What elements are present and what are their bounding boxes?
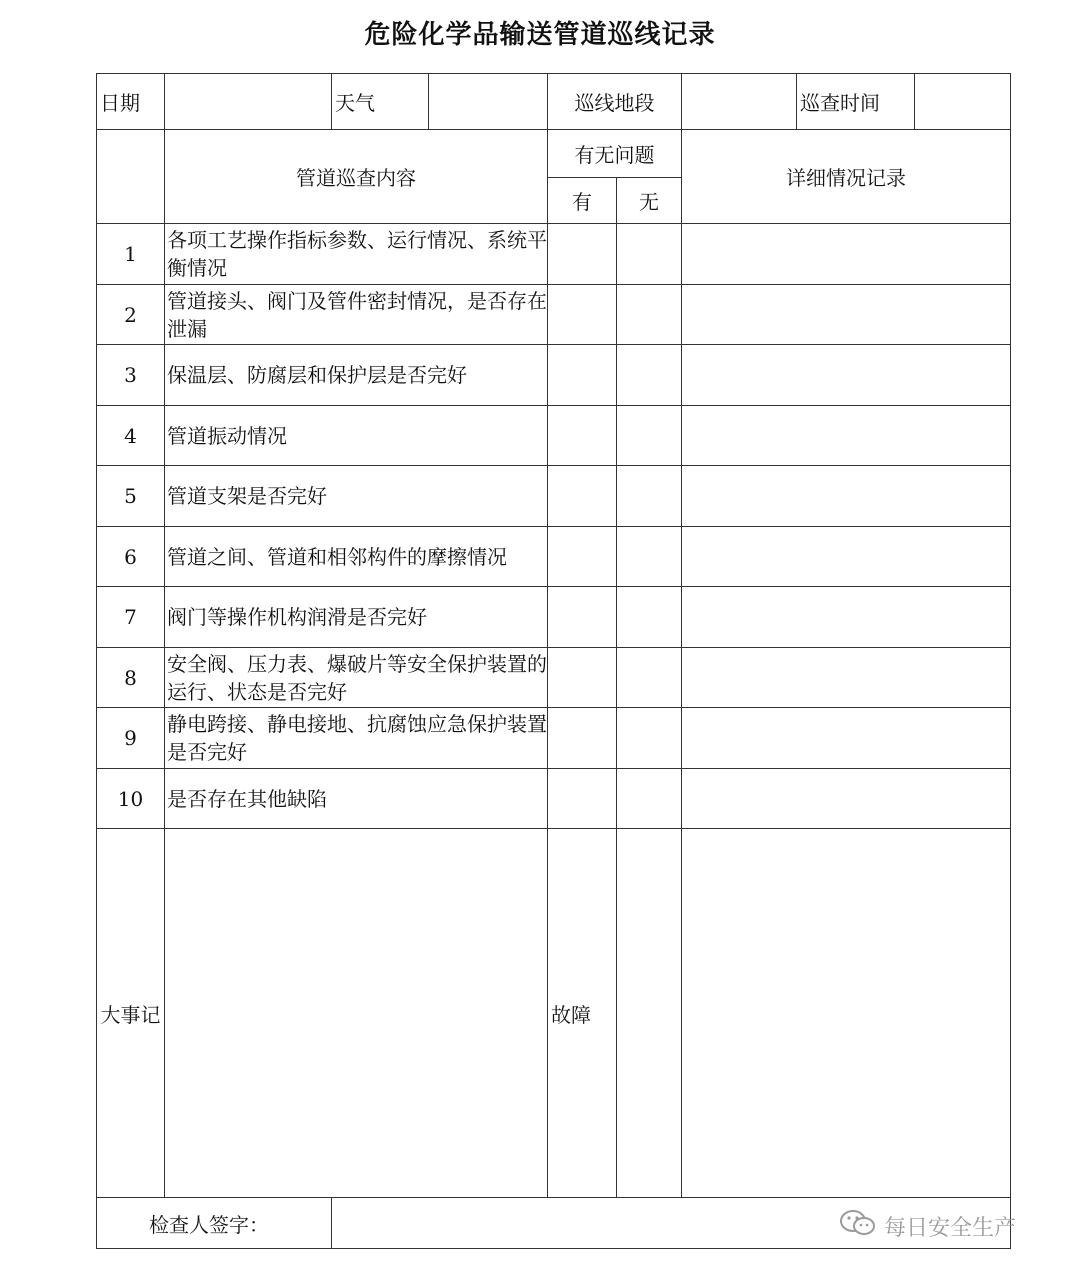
row-item: 阀门等操作机构润滑是否完好 (165, 587, 548, 648)
weather-label: 天气 (332, 74, 429, 130)
section-field[interactable] (682, 74, 797, 130)
no-cell[interactable] (617, 648, 682, 708)
events-field[interactable] (165, 829, 548, 1198)
row-number: 5 (97, 466, 165, 527)
row-item: 管道之间、管道和相邻构件的摩擦情况 (165, 527, 548, 587)
row-item: 是否存在其他缺陷 (165, 769, 548, 829)
yes-header: 有 (548, 178, 617, 224)
table-row (97, 527, 1011, 587)
weather-field[interactable] (429, 74, 548, 130)
details-cell[interactable] (682, 224, 1011, 285)
yes-cell[interactable] (548, 224, 617, 285)
row-item: 各项工艺操作指标参数、运行情况、系统平衡情况 (165, 224, 548, 285)
table-row (97, 345, 1011, 406)
yes-cell[interactable] (548, 406, 617, 466)
events-row (97, 829, 1011, 1198)
header-blank (97, 130, 165, 224)
yes-cell[interactable] (548, 648, 617, 708)
row-item: 静电跨接、静电接地、抗腐蚀应急保护装置是否完好 (165, 708, 548, 769)
date-field[interactable] (165, 74, 332, 130)
details-cell[interactable] (682, 527, 1011, 587)
no-cell[interactable] (617, 224, 682, 285)
table-row (97, 708, 1011, 769)
row-number: 6 (97, 527, 165, 587)
no-cell[interactable] (617, 708, 682, 769)
yes-cell[interactable] (548, 527, 617, 587)
date-label: 日期 (97, 74, 165, 130)
details-cell[interactable] (682, 587, 1011, 648)
no-cell[interactable] (617, 406, 682, 466)
row-item: 管道振动情况 (165, 406, 548, 466)
table-row (97, 224, 1011, 285)
row-number: 9 (97, 708, 165, 769)
time-label: 巡查时间 (797, 74, 915, 130)
row-number: 2 (97, 285, 165, 345)
row-item: 管道支架是否完好 (165, 466, 548, 527)
wechat-icon (838, 1208, 884, 1244)
yes-cell[interactable] (548, 285, 617, 345)
row-item: 管道接头、阀门及管件密封情况，是否存在泄漏 (165, 285, 548, 345)
no-cell[interactable] (617, 466, 682, 527)
row-number: 10 (97, 769, 165, 829)
content-header: 管道巡查内容 (165, 130, 548, 224)
yes-cell[interactable] (548, 587, 617, 648)
row-item: 保温层、防腐层和保护层是否完好 (165, 345, 548, 406)
no-cell[interactable] (617, 527, 682, 587)
has-problem-header: 有无问题 (548, 130, 682, 178)
watermark (838, 1208, 1016, 1244)
table-row (97, 648, 1011, 708)
details-cell[interactable] (682, 466, 1011, 527)
yes-cell[interactable] (548, 345, 617, 406)
inspection-form (96, 73, 1011, 1249)
no-cell[interactable] (617, 769, 682, 829)
details-cell[interactable] (682, 769, 1011, 829)
fault-blank (617, 829, 682, 1198)
details-cell[interactable] (682, 345, 1011, 406)
page-title: 危险化学品输送管道巡线记录 (364, 20, 716, 50)
row-number: 7 (97, 587, 165, 648)
watermark-text: 每日安全生产 (884, 1215, 1017, 1241)
table-row (97, 769, 1011, 829)
table-row (97, 587, 1011, 648)
no-cell[interactable] (617, 285, 682, 345)
yes-cell[interactable] (548, 708, 617, 769)
table-row (97, 285, 1011, 345)
no-cell[interactable] (617, 345, 682, 406)
details-cell[interactable] (682, 285, 1011, 345)
no-cell[interactable] (617, 587, 682, 648)
yes-cell[interactable] (548, 466, 617, 527)
table-row (97, 406, 1011, 466)
details-header: 详细情况记录 (682, 130, 1011, 224)
details-cell[interactable] (682, 648, 1011, 708)
row-number: 8 (97, 648, 165, 708)
details-cell[interactable] (682, 406, 1011, 466)
no-header: 无 (617, 178, 682, 224)
row-number: 1 (97, 224, 165, 285)
row-number: 4 (97, 406, 165, 466)
fault-label: 故障 (548, 829, 617, 1198)
table-row (97, 466, 1011, 527)
yes-cell[interactable] (548, 769, 617, 829)
time-field[interactable] (915, 74, 1011, 130)
details-cell[interactable] (682, 708, 1011, 769)
row-item: 安全阀、压力表、爆破片等安全保护装置的运行、状态是否完好 (165, 648, 548, 708)
section-label: 巡线地段 (548, 74, 682, 130)
header-row (97, 74, 1011, 130)
fault-field[interactable] (682, 829, 1011, 1198)
signature-label: 检查人签字： (97, 1198, 332, 1249)
row-number: 3 (97, 345, 165, 406)
events-label: 大事记 (97, 829, 165, 1198)
